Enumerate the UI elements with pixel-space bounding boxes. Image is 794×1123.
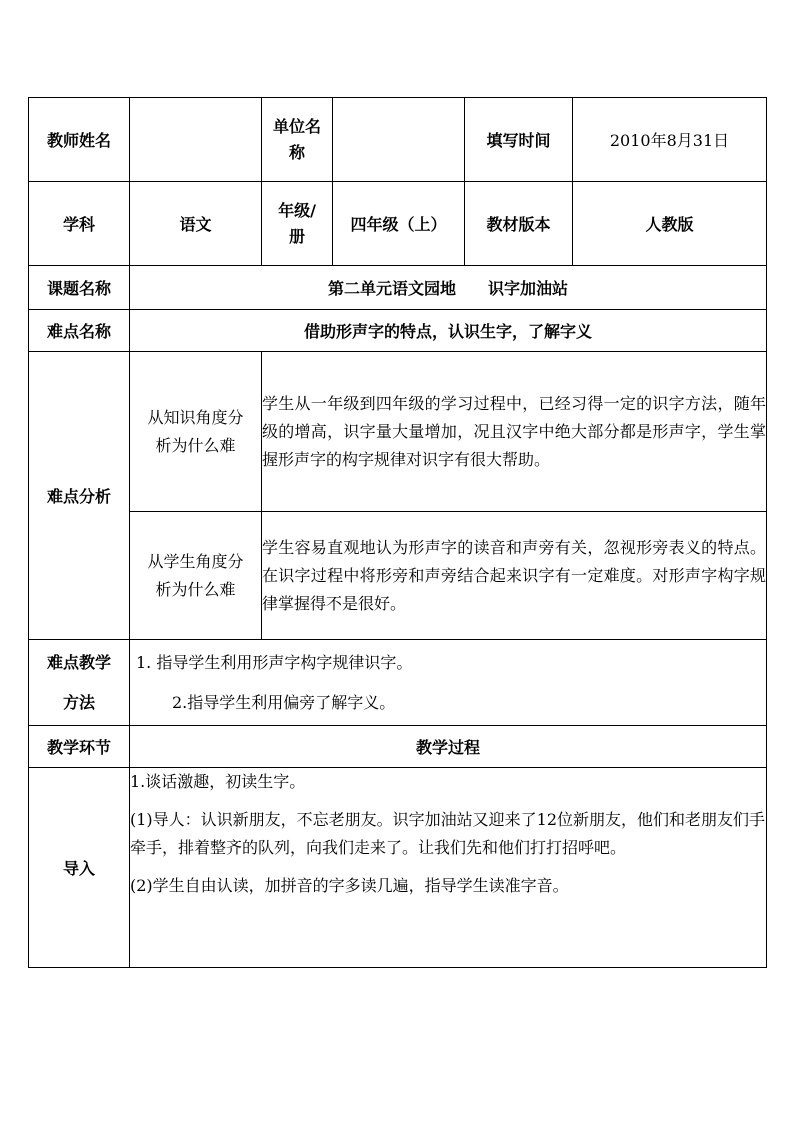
subject-label: 学科 [29,182,130,266]
student-angle-text: 学生容易直观地认为形声字的读音和声旁有关，忽视形旁表义的特点。在识字过程中将形旁和声旁结合起来识字有一定难度。对形声字构字规律掌握得不是很好。 [262,512,767,640]
header-row [29,98,767,182]
method-label [29,640,130,726]
unit-label [262,98,333,182]
knowledge-angle-line2: 析为什么难 [155,435,236,455]
grade-value: 四年级（上） [333,182,465,266]
teacher-value [130,98,262,182]
topic-value: 第二单元语文园地 识字加油站 [130,266,767,310]
analysis-knowledge-row [29,352,767,512]
lesson-plan-table [28,97,767,968]
teacher-label: 教师姓名 [29,98,130,182]
method-label-line2: 方法 [62,692,95,712]
intro-line-1: 1.谈话激趣，初读生字。 [130,772,306,791]
date-value: 2010年8月31日 [573,98,767,182]
intro-content [130,768,767,968]
topic-row [29,266,767,310]
method-row [29,640,767,726]
process-title: 教学过程 [130,726,767,768]
analysis-label: 难点分析 [29,352,130,640]
method-item-2: 2.指导学生利用偏旁了解字义。 [172,692,396,712]
topic-label: 课题名称 [29,266,130,310]
difficulty-value: 借助形声字的特点，认识生字，了解字义 [130,310,767,352]
knowledge-angle-line1: 从知识角度分 [147,407,244,427]
method-label-line1: 难点教学 [46,652,111,672]
knowledge-angle-text: 学生从一年级到四年级的学习过程中，已经习得一定的识字方法，随年级的增高，识字量大量增加，况且汉字中绝大部分都是形声字，学生掌握形声字的构字规律对识字有很大帮助。 [262,352,767,512]
grade-label [262,182,333,266]
analysis-student-row [29,512,767,640]
intro-line-2: (1)导人：认识新朋友，不忘老朋友。识字加油站又迎来了12位新朋友，他们和老朋友们手牵手，排着整齐的队列，向我们走来了。让我们先和他们打打招呼吧。 [130,810,766,857]
unit-value [333,98,465,182]
process-header-row [29,726,767,768]
unit-label-line1: 单位名 [272,116,321,136]
intro-label: 导入 [29,768,130,968]
date-label: 填写时间 [465,98,573,182]
student-angle-line2: 析为什么难 [155,579,236,599]
difficulty-row [29,310,767,352]
process-stage-label: 教学环节 [29,726,130,768]
subject-row [29,182,767,266]
grade-label-line1: 年级/ [278,200,316,220]
unit-label-line2: 称 [288,142,305,162]
student-angle-line1: 从学生角度分 [147,551,244,571]
grade-label-line2: 册 [288,226,305,246]
student-angle-label [130,512,262,640]
method-item-1: 1. 指导学生利用形声字构字规律识字。 [136,652,413,672]
intro-row [29,768,767,968]
method-content [130,640,767,726]
textbook-value: 人教版 [573,182,767,266]
difficulty-label: 难点名称 [29,310,130,352]
intro-line-3: (2)学生自由认读，加拼音的字多读几遍，指导学生读准字音。 [130,876,569,895]
subject-value: 语文 [130,182,262,266]
textbook-label: 教材版本 [465,182,573,266]
knowledge-angle-label [130,352,262,512]
